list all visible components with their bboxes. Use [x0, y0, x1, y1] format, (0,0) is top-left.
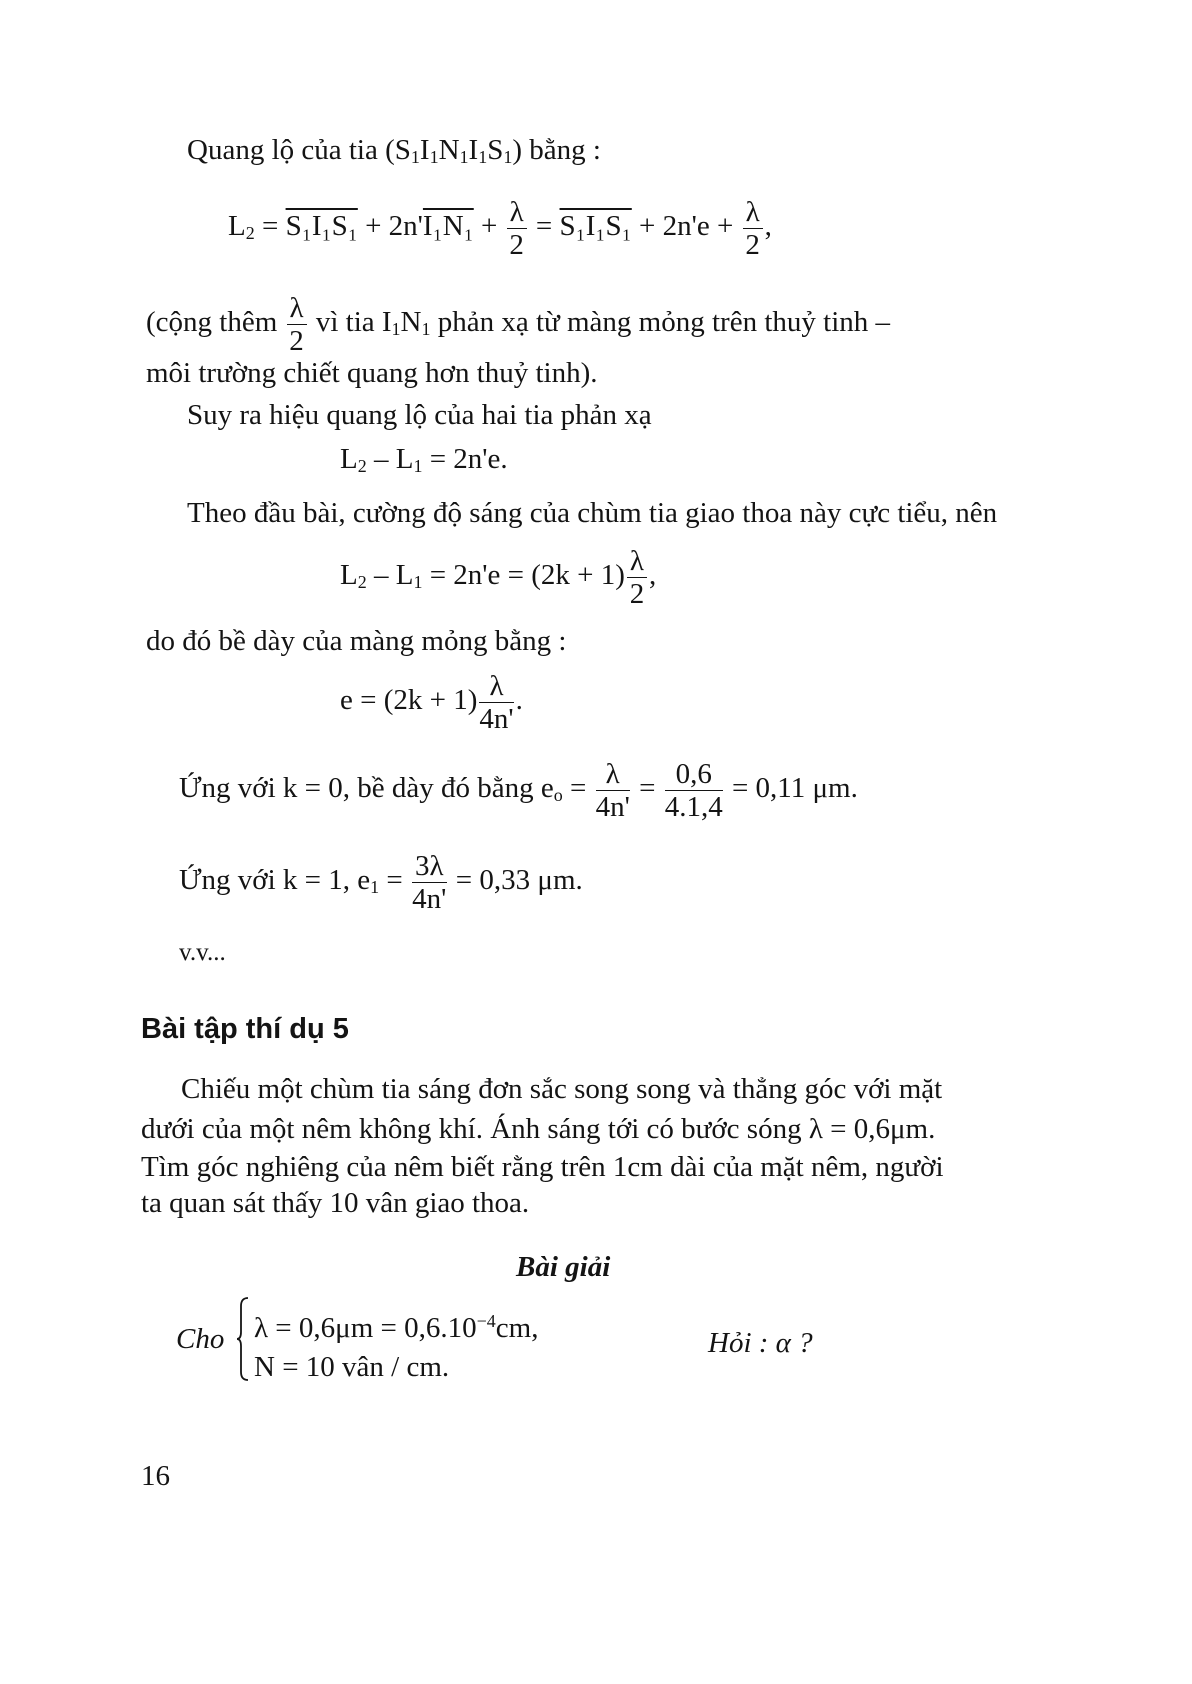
note-line-1: (cộng thêm $\frac{\lambda}{2}$ vì tia $I_1N_1$ phản xạ từ màng mỏng trên thuỷ tinh –: [146, 292, 890, 357]
dodo-text: do đó bề dày của màng mỏng bằng :: [146, 625, 567, 657]
given-N: N = 10 vân / cm.: [254, 1351, 450, 1383]
problem-line-1: Chiếu một chùm tia sáng đơn sắc song song và thẳng góc với mặt: [181, 1073, 943, 1105]
given-label: Cho: [176, 1323, 225, 1355]
problem-line-3: Tìm góc nghiêng của nêm biết rằng trên 1cm dài của mặt nêm, người: [141, 1151, 944, 1183]
problem-line-2: dưới của một nêm không khí. Ánh sáng tới có bước sóng λ = 0,6μm.: [141, 1113, 936, 1145]
page-number: 16: [141, 1460, 170, 1492]
suy-text: Suy ra hiệu quang lộ của hai tia phản xạ: [187, 399, 652, 431]
problem-line-4: ta quan sát thấy 10 vân giao thoa.: [141, 1187, 530, 1219]
etc: v.v...: [179, 939, 226, 966]
theo-text: Theo đầu bài, cường độ sáng của chùm tia giao thoa này cực tiểu, nên: [187, 497, 998, 529]
note-line-2: môi trường chiết quang hơn thuỷ tinh).: [146, 357, 598, 389]
equation-minimum: $L_2 - L_1 = 2n'e = (2k + 1)$ $\frac{\lambda}{2}$ ,: [340, 545, 657, 610]
case-k1: Ứng với k = 1, $e_1$ = $\frac{3\lambda}{4n'}$ = 0,33 μm.: [179, 850, 583, 915]
question: Hỏi : α ?: [708, 1327, 813, 1359]
given-lambda: $\lambda = 0,6\mu m = 0,6.10^{-4}cm$,: [254, 1311, 539, 1344]
equation-path-diff: $L_2 - L_1 = 2n'e$.: [340, 443, 508, 476]
exercise-heading: Bài tập thí dụ 5: [141, 1013, 349, 1045]
solution-title: Bài giải: [516, 1251, 611, 1283]
equation-L2: $L_2 = S_1I_1S_1 + 2n'I_1N_1$ + $\frac{\lambda}{2}$ = S₁I₁S₁ + 2n'e + $\frac{\lambda}{2}$ ,: [228, 196, 772, 261]
case-k0: Ứng với k = 0, bề dày đó bằng $e_o$ = $\frac{\lambda}{4n'}$ = $\frac{0,6}{4.1,4}$ = 0,11 μm.: [179, 758, 858, 823]
intro-line: Quang lộ của tia $(S_1I_1N_1I_1S_1)$ bằng :: [187, 134, 601, 167]
equation-thickness: e = (2k + 1) $\frac{\lambda}{4n'}$ .: [340, 670, 523, 735]
given-brace: [236, 1296, 250, 1382]
